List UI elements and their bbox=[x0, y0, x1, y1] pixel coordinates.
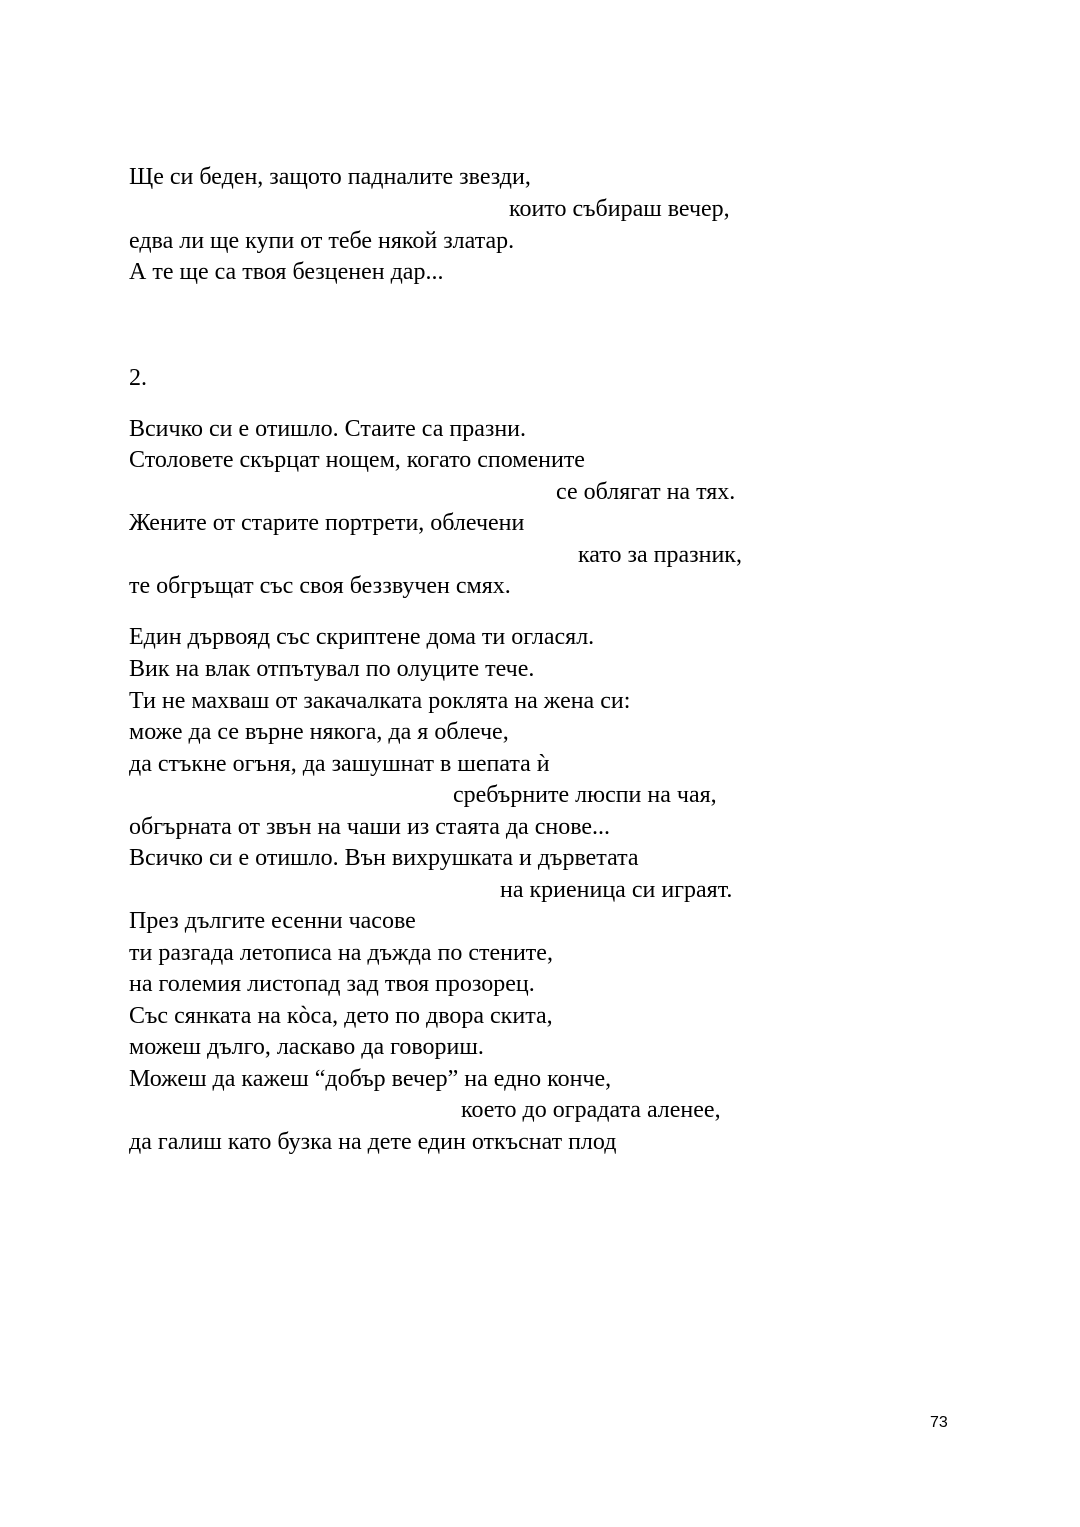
poem-line-indented: сребърните люспи на чая, bbox=[453, 782, 717, 808]
poem-line: Ще си беден, защото падналите звезди, bbox=[129, 164, 531, 190]
poem-line-indented: което до оградата аленее, bbox=[461, 1097, 721, 1123]
section-number: 2. bbox=[129, 365, 147, 391]
poem-line: През дългите есенни часове bbox=[129, 908, 416, 934]
poem-line: може да се върне някога, да я облече, bbox=[129, 719, 509, 745]
poem-line: обгърната от звън на чаши из стаята да снове... bbox=[129, 814, 611, 840]
poem-line: да галиш като бузка на дете един откъснат плод bbox=[129, 1129, 617, 1155]
poem-line: Можеш да кажеш “добър вечер” на едно конче, bbox=[129, 1066, 612, 1092]
poem-line: едва ли ще купи от тебе някой златар. bbox=[129, 228, 515, 254]
poem-line: на големия листопад зад твоя прозорец. bbox=[129, 971, 535, 997]
poem-line: Със сянката на кòса, дето по двора скита, bbox=[129, 1003, 553, 1029]
poem-line: да стъкне огъня, да зашушнат в шепата ѝ bbox=[129, 751, 550, 777]
poem-line: Всичко си е отишло. Вън вихрушката и дърветата bbox=[129, 845, 639, 871]
poem-line-indented: се облягат на тях. bbox=[556, 479, 736, 505]
poem-line: Вик на влак отпътувал по олуците тече. bbox=[129, 656, 535, 682]
poem-line: Един дървояд със скриптене дома ти огласял. bbox=[129, 624, 595, 650]
poem-line-indented: които събираш вечер, bbox=[509, 196, 730, 222]
poem-line: Жените от старите портрети, облечени bbox=[129, 510, 525, 536]
poem-line: ти разгада летописа на дъжда по стените, bbox=[129, 940, 553, 966]
poem-line: можеш дълго, ласкаво да говориш. bbox=[129, 1034, 484, 1060]
poem-line-indented: на криеница си играят. bbox=[500, 877, 733, 903]
poem-line: те обгръщат със своя беззвучен смях. bbox=[129, 573, 511, 599]
poem-line: Столовете скърцат нощем, когато спомените bbox=[129, 447, 585, 473]
poem-line: А те ще са твоя безценен дар... bbox=[129, 259, 444, 285]
poem-line: Ти не махваш от закачалката роклята на жена си: bbox=[129, 688, 631, 714]
page-number: 73 bbox=[930, 1414, 948, 1431]
poem-line-indented: като за празник, bbox=[578, 542, 742, 568]
poem-line: Всичко си е отишло. Стаите са празни. bbox=[129, 416, 527, 442]
